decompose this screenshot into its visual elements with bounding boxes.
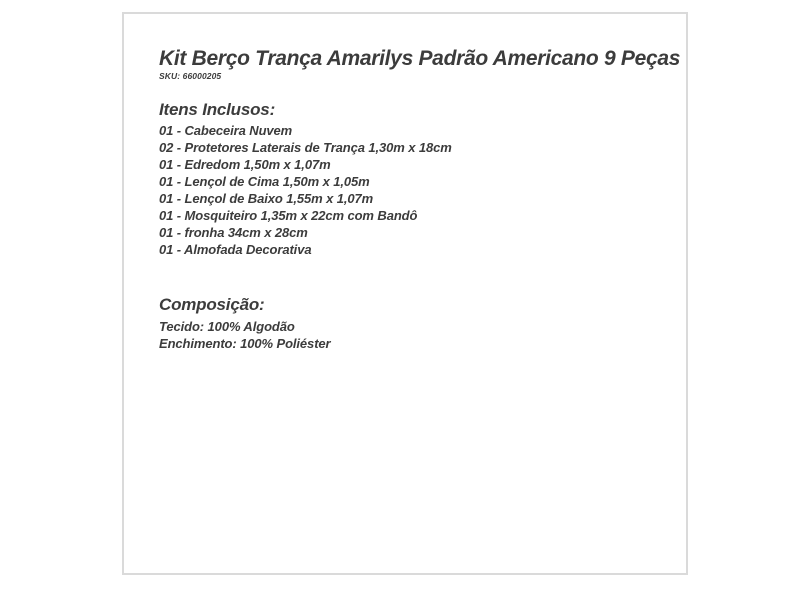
composition-heading: Composição: [159, 295, 265, 315]
list-item: 01 - Cabeceira Nuvem [159, 123, 293, 139]
product-sku: SKU: 66000205 [159, 71, 222, 82]
list-item: 01 - fronha 34cm x 28cm [159, 225, 308, 241]
list-item: 01 - Lençol de Baixo 1,55m x 1,07m [159, 191, 374, 207]
composition-list [159, 318, 656, 352]
product-title: Kit Berço Trança Amarilys Padrão Americano 9 Peças [159, 47, 681, 70]
list-item: 02 - Protetores Laterais de Trança 1,30m x 18cm [159, 140, 452, 156]
list-item: 01 - Edredom 1,50m x 1,07m [159, 157, 331, 173]
composition-filling: Enchimento: 100% Poliéster [159, 336, 331, 352]
product-info-sheet [122, 12, 688, 575]
composition-fabric: Tecido: 100% Algodão [159, 319, 295, 335]
items-included-list [159, 122, 656, 258]
list-item: 01 - Almofada Decorativa [159, 242, 312, 258]
list-item: 01 - Mosquiteiro 1,35m x 22cm com Bandô [159, 208, 418, 224]
list-item: 01 - Lençol de Cima 1,50m x 1,05m [159, 174, 370, 190]
items-included-heading: Itens Inclusos: [159, 100, 276, 120]
product-info-content [124, 14, 686, 352]
